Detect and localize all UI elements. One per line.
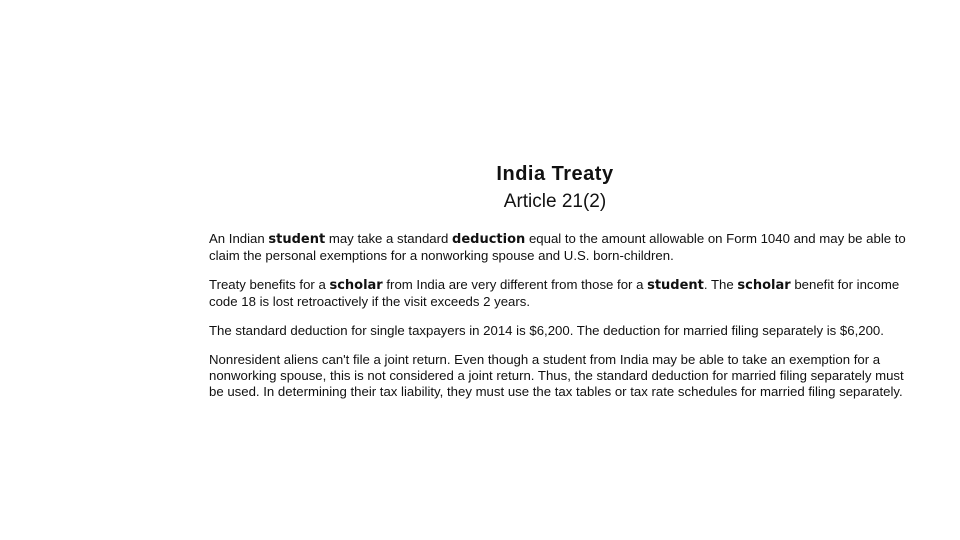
bold-term-scholar: scholar xyxy=(737,278,791,293)
paragraph-4 xyxy=(209,352,909,400)
bold-term-scholar: scholar xyxy=(329,278,383,293)
paragraph-1 xyxy=(209,231,909,264)
text-run: . The xyxy=(703,277,738,292)
slide-title: India Treaty xyxy=(496,163,614,185)
text-run: benefit for income code 18 is lost retroactively if the visit exceeds 2 years. xyxy=(209,277,900,309)
bold-term-deduction: deduction xyxy=(452,232,526,247)
paragraph-2 xyxy=(209,277,909,310)
text-run: An Indian xyxy=(209,231,269,246)
text-run: The standard deduction for single taxpayers in 2014 is $6,200. The deduction for married filing separately is $6,200. xyxy=(209,323,884,338)
text-run: Nonresident aliens can't file a joint return. Even though a student from India may be able to take an exemption for a nonworking spouse, this is not considered a joint return. Thus, the standard deduction for married filing separately must be used. In determining their tax liability, they must use the tax tables or tax rate schedules for married filing separately. xyxy=(209,352,904,399)
slide-subtitle: Article 21(2) xyxy=(503,191,607,212)
text-run: Treaty benefits for a xyxy=(209,277,330,292)
text-run: from India are very different from those for a xyxy=(382,277,648,292)
slide-body xyxy=(209,231,909,413)
text-run: equal to the amount allowable on Form 1040 and may be able to claim the personal exemptions for a nonworking spouse and U.S. born-children. xyxy=(209,231,906,263)
text-run: may take a standard xyxy=(325,231,453,246)
bold-term-student: student xyxy=(647,278,704,293)
paragraph-3 xyxy=(209,323,909,339)
bold-term-student: student xyxy=(268,232,326,247)
